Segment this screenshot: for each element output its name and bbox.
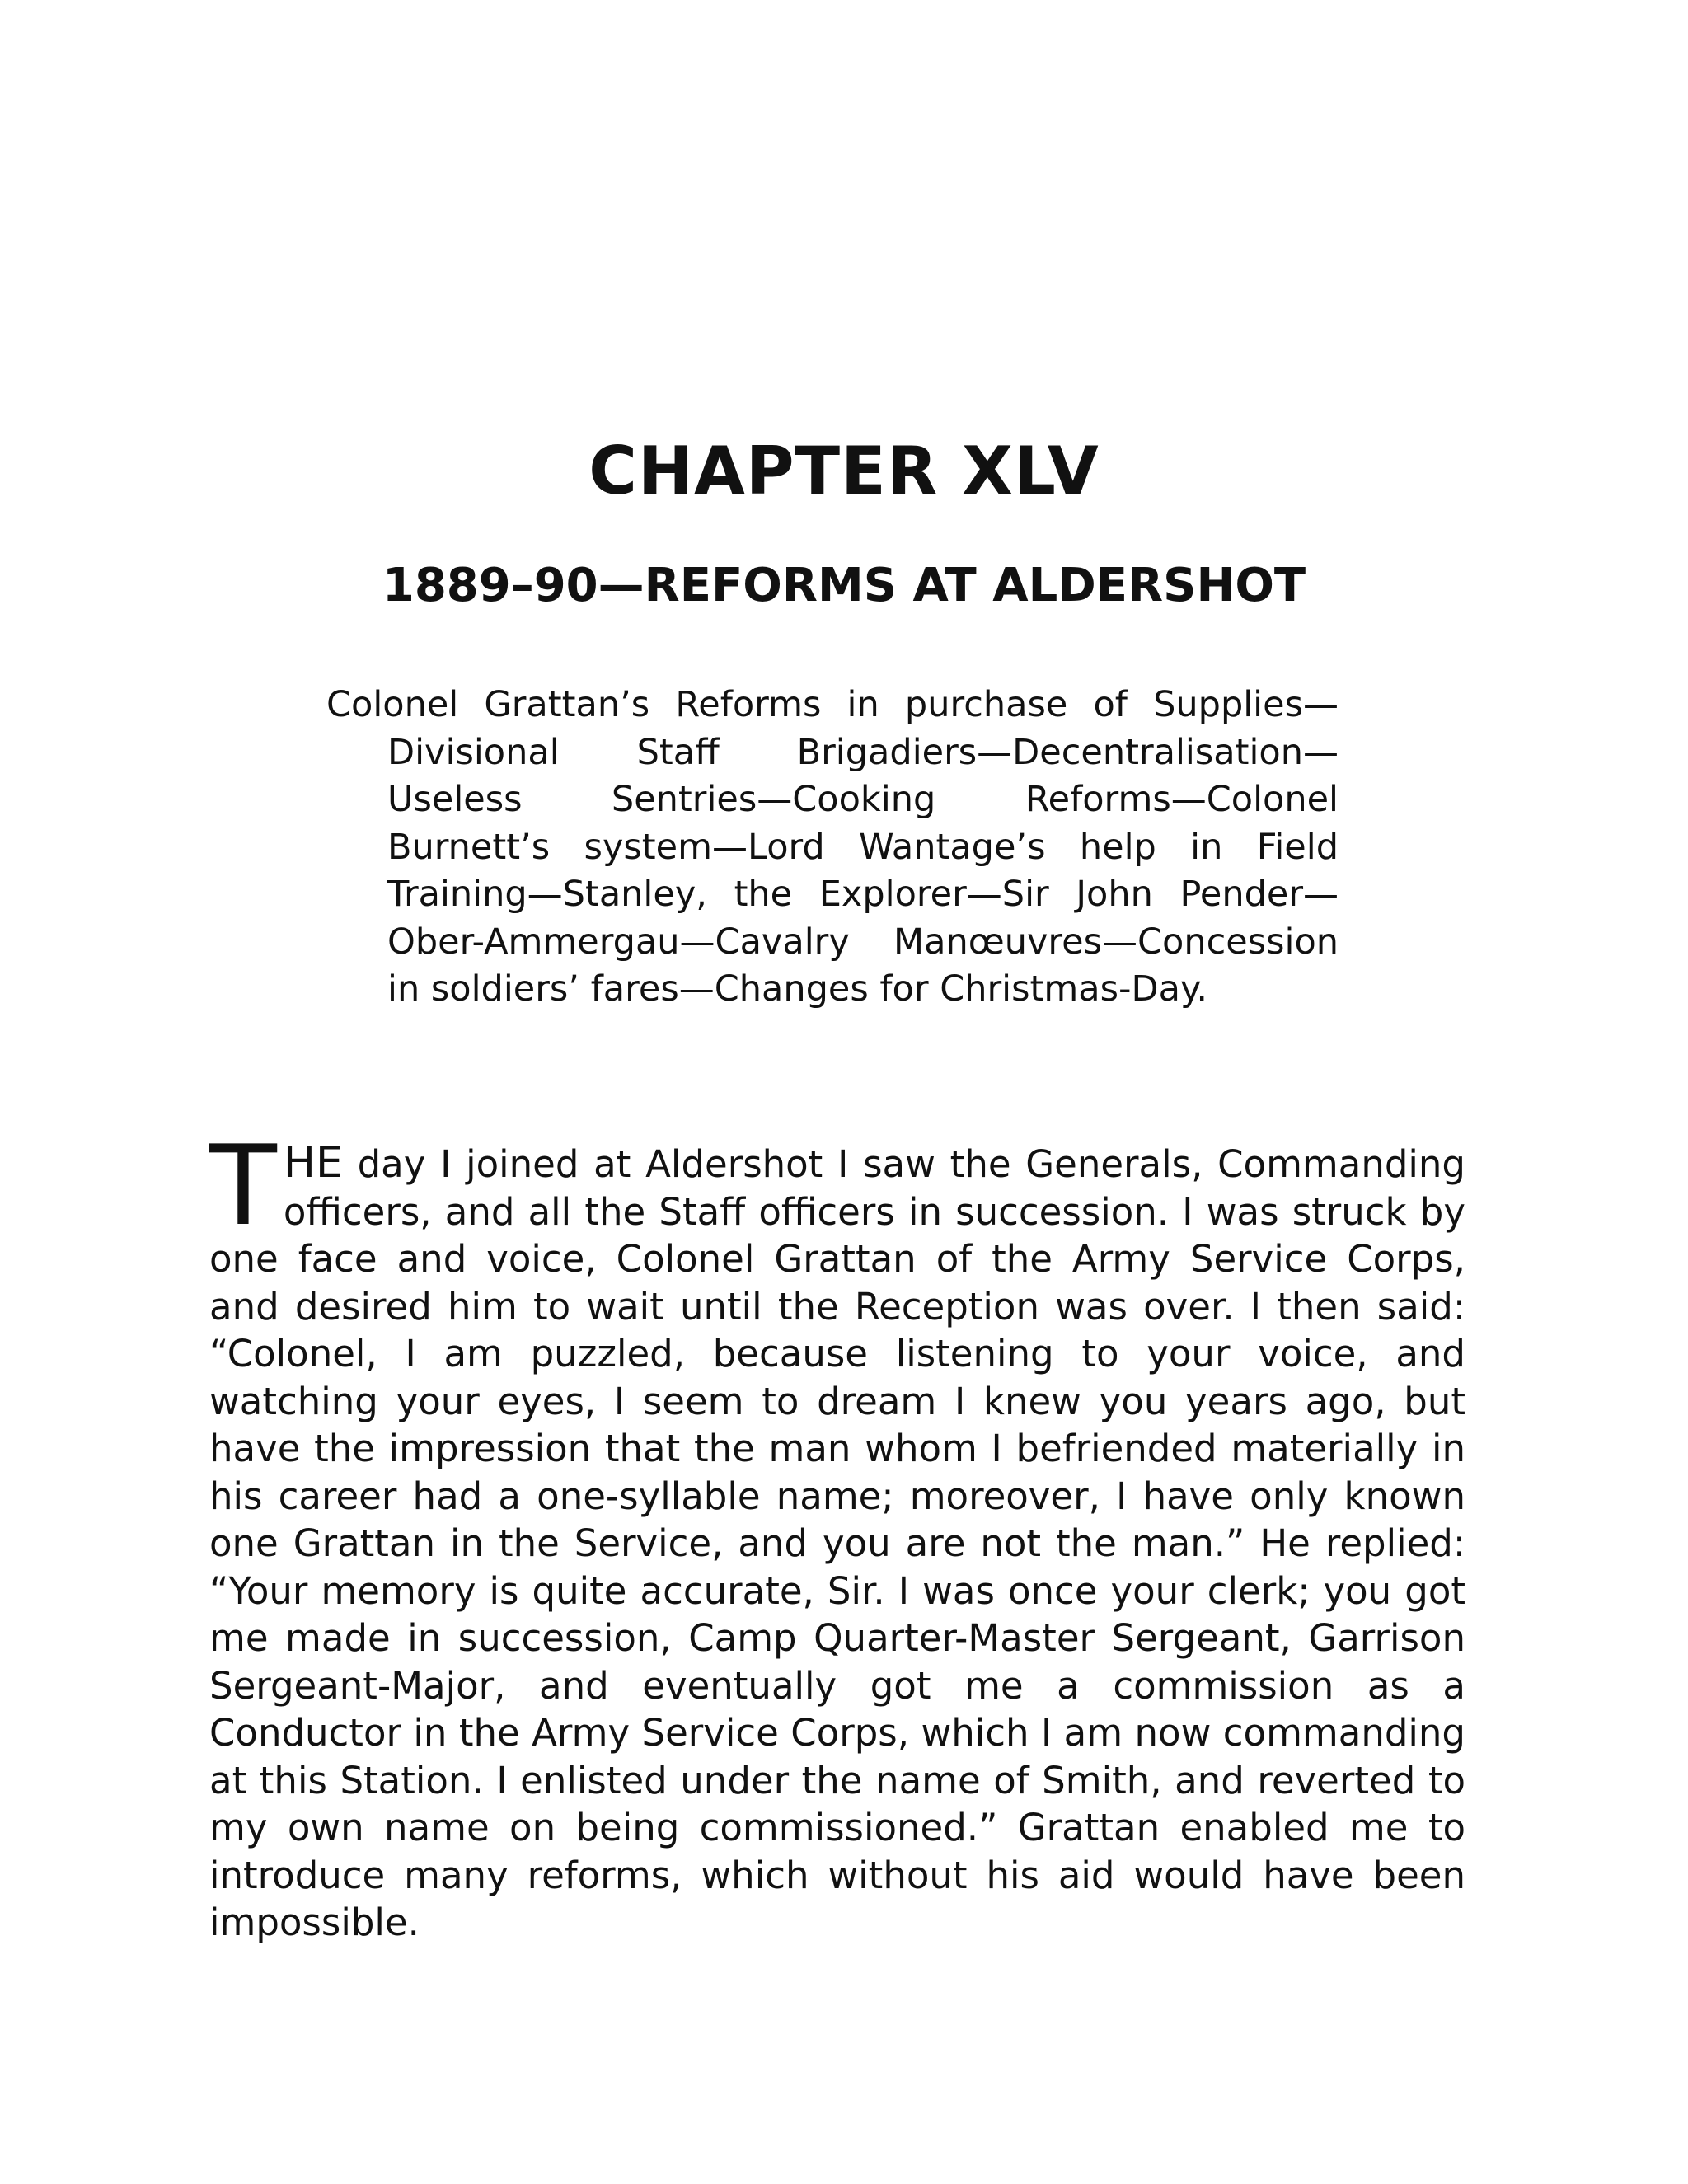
chapter-title: CHAPTER XLV	[588, 433, 1100, 509]
body-paragraph-container	[209, 1122, 1465, 1947]
chapter-subtitle: 1889–90—REFORMS AT ALDERSHOT	[382, 559, 1306, 612]
drop-cap-small-caps: HE	[283, 1138, 343, 1188]
body-paragraph: day I joined at Aldershot I saw the Generals, Commanding officers, and all the Staff officers in succession. I was struck by one face and voice, Colonel Grattan of the Army Service Corps, and desired him to wait until the Reception was over. I then said: “Colonel, I am puzzled, because listening to your voice, and watching your eyes, I seem to dream I knew you years ago, but have the impression that the man whom I befriended materially in his career had a one-syllable name; moreover, I have only known one Grattan in the Service, and you are not the man.” He replied: “Your memory is quite accurate, Sir. I was once your clerk; you got me made in succession, Camp Quarter-Master Sergeant, Garrison Sergeant-Major, and eventually got me a commission as a Conductor in the Army Service Corps, which I am now commanding at this Station. I enlisted under the name of Smith, and reverted to my own name on being commissioned.” Grattan enabled me to introduce many reforms, which without his aid would have been impossible.	[209, 1142, 1465, 1944]
drop-cap-letter: T	[209, 1122, 277, 1250]
chapter-synopsis: Colonel Grattan’s Reforms in purchase of Supplies—Divisional Staff Brigadiers—Decentralisation—Useless Sentries—Cooking Reforms—Colonel Burnett’s system—Lord Wantage’s help in Field Training—Stanley, the Explorer—Sir John Pender—Ober-Ammergau—Cavalry Manœuvres—Concession in soldiers’ fares—Changes for Christmas-Day.	[326, 684, 1339, 1010]
